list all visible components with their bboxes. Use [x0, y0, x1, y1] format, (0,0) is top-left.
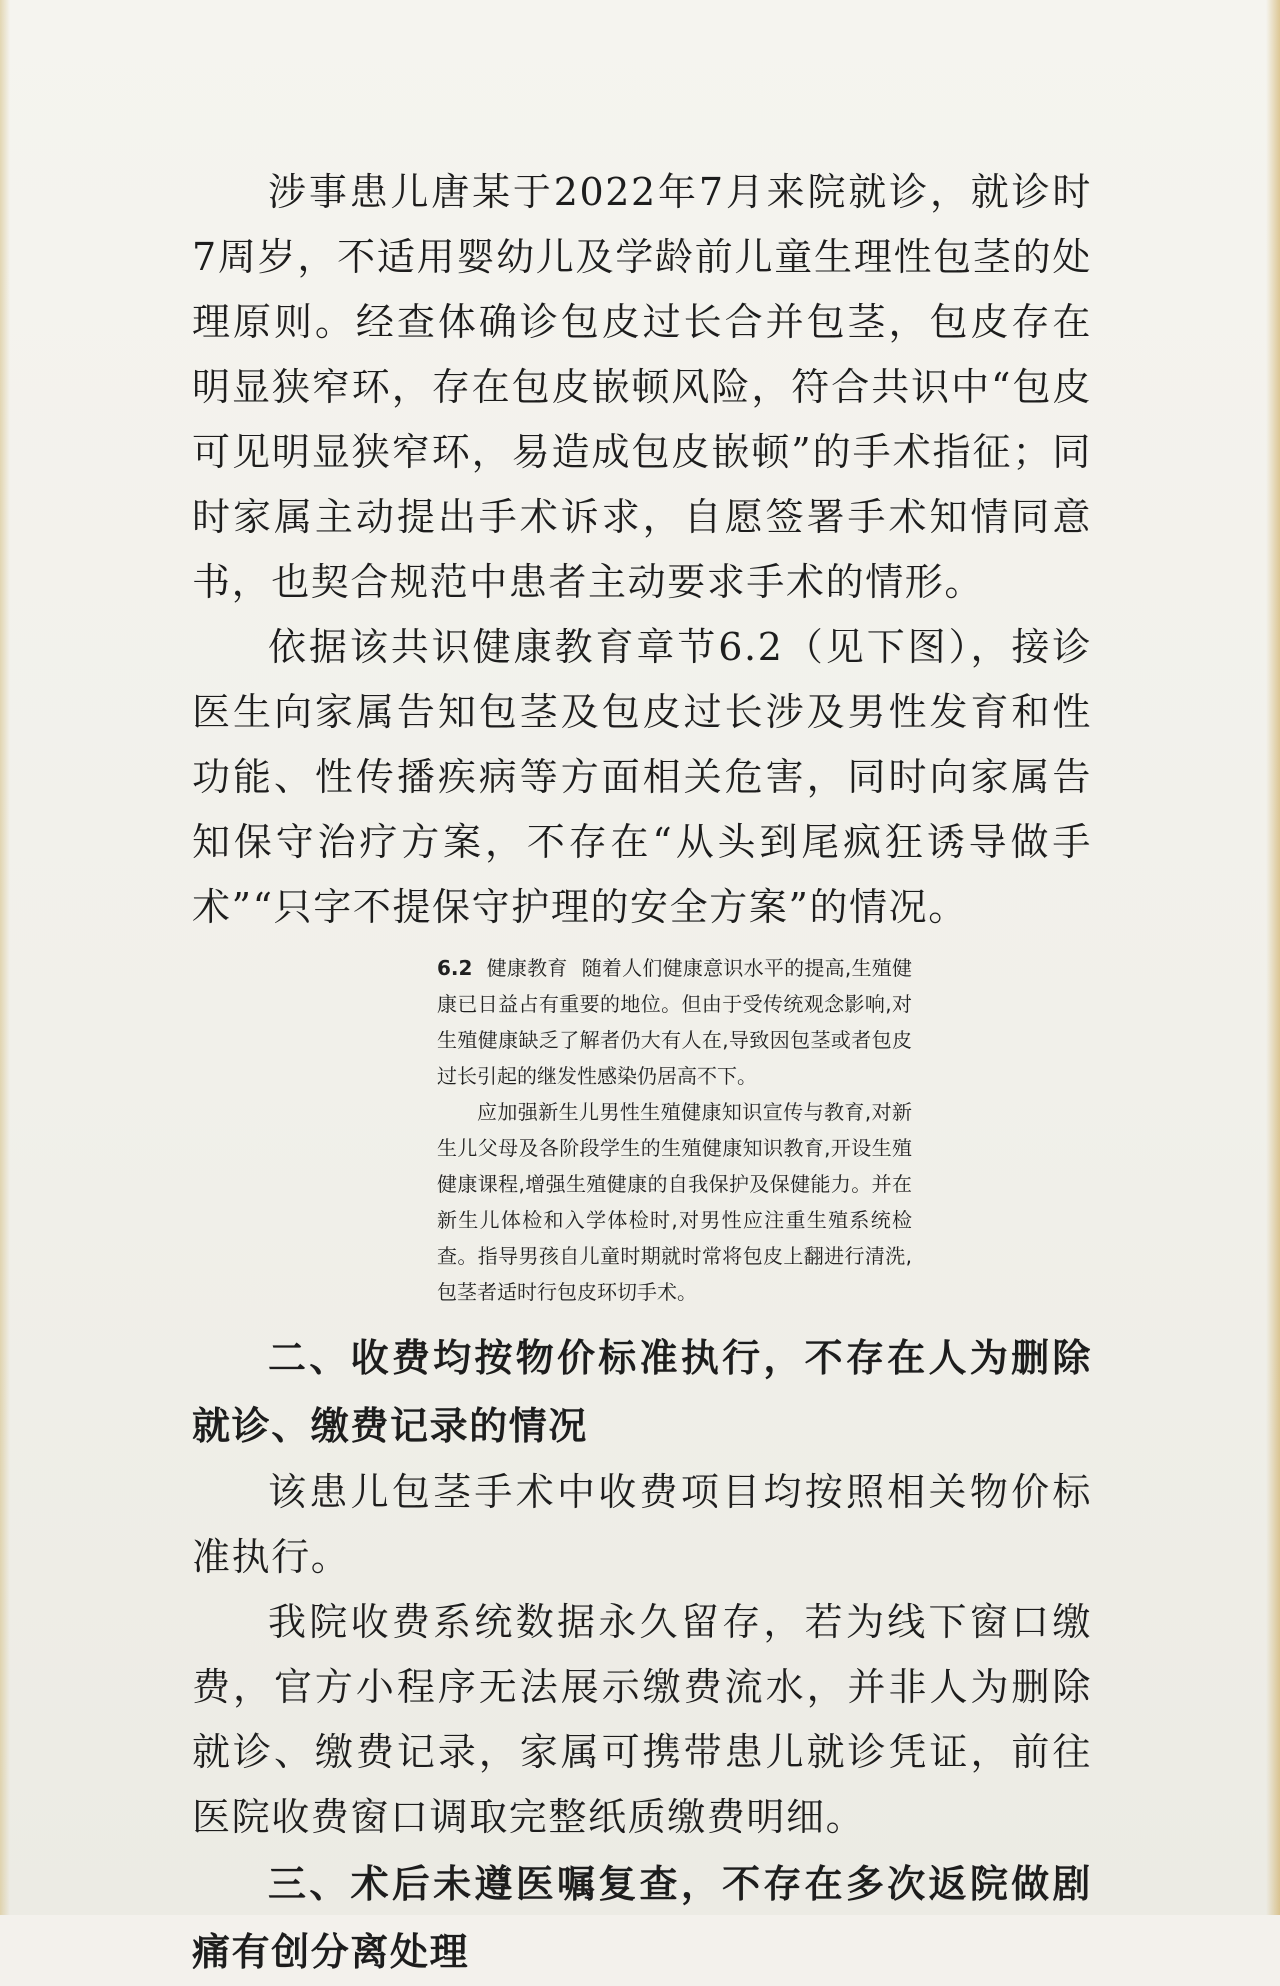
section-3-heading: 三、术后未遵医嘱复查，不存在多次返院做剧痛有创分离处理: [192, 1861, 1092, 1974]
paper-edge-left: [0, 0, 10, 1915]
document-body: [192, 160, 1092, 1986]
excerpt-text-1: 随着人们健康意识水平的提高,生殖健康已日益占有重要的地位。但由于受传统观念影响,对生殖健康缺乏了解者仍大有人在,导致因包茎或者包皮过长引起的继发性感染仍居高不下。: [437, 956, 913, 1088]
excerpt-section-title: 健康教育: [486, 956, 568, 980]
section-2-heading: 二、收费均按物价标准执行，不存在人为删除就诊、缴费记录的情况: [192, 1335, 1092, 1448]
paragraph-case-summary: 涉事患儿唐某于2022年7月来院就诊，就诊时7周岁，不适用婴幼儿及学龄前儿童生理性包茎的处理原则。经查体确诊包皮过长合并包茎，包皮存在明显狭窄环，存在包皮嵌顿风险，符合共识中“包皮可见明显狭窄环，易造成包皮嵌顿”的手术指征；同时家属主动提出手术诉求，自愿签署手术知情同意书，也契合规范中患者主动要求手术的情形。: [192, 170, 1092, 604]
section-2-paragraph-2: 我院收费系统数据永久留存，若为线下窗口缴费，官方小程序无法展示缴费流水，并非人为删除就诊、缴费记录，家属可携带患儿就诊凭证，前往医院收费窗口调取完整纸质缴费明细。: [192, 1600, 1092, 1839]
paper-edge-right: [1266, 0, 1280, 1915]
excerpt-paragraph-1: [437, 950, 912, 1094]
excerpt-paragraph-2: 应加强新生儿男性生殖健康知识宣传与教育,对新生儿父母及各阶段学生的生殖健康知识教育,开设生殖健康课程,增强生殖健康的自我保护及保健能力。并在新生儿体检和入学体检时,对男性应注重生殖系统检查。指导男孩自儿童时期就时常将包皮上翻进行清洗,包茎者适时行包皮环切手术。: [437, 1100, 912, 1304]
paragraph-health-education: 依据该共识健康教育章节6.2（见下图），接诊医生向家属告知包茎及包皮过长涉及男性发育和性功能、性传播疾病等方面相关危害，同时向家属告知保守治疗方案，不存在“从头到尾疯狂诱导做手术”“只字不提保守护理的安全方案”的情况。: [192, 625, 1092, 929]
section-2-paragraph-1: 该患儿包茎手术中收费项目均按照相关物价标准执行。: [192, 1470, 1092, 1579]
excerpt-section-number: 6.2: [437, 956, 473, 980]
guideline-excerpt: [437, 950, 912, 1310]
